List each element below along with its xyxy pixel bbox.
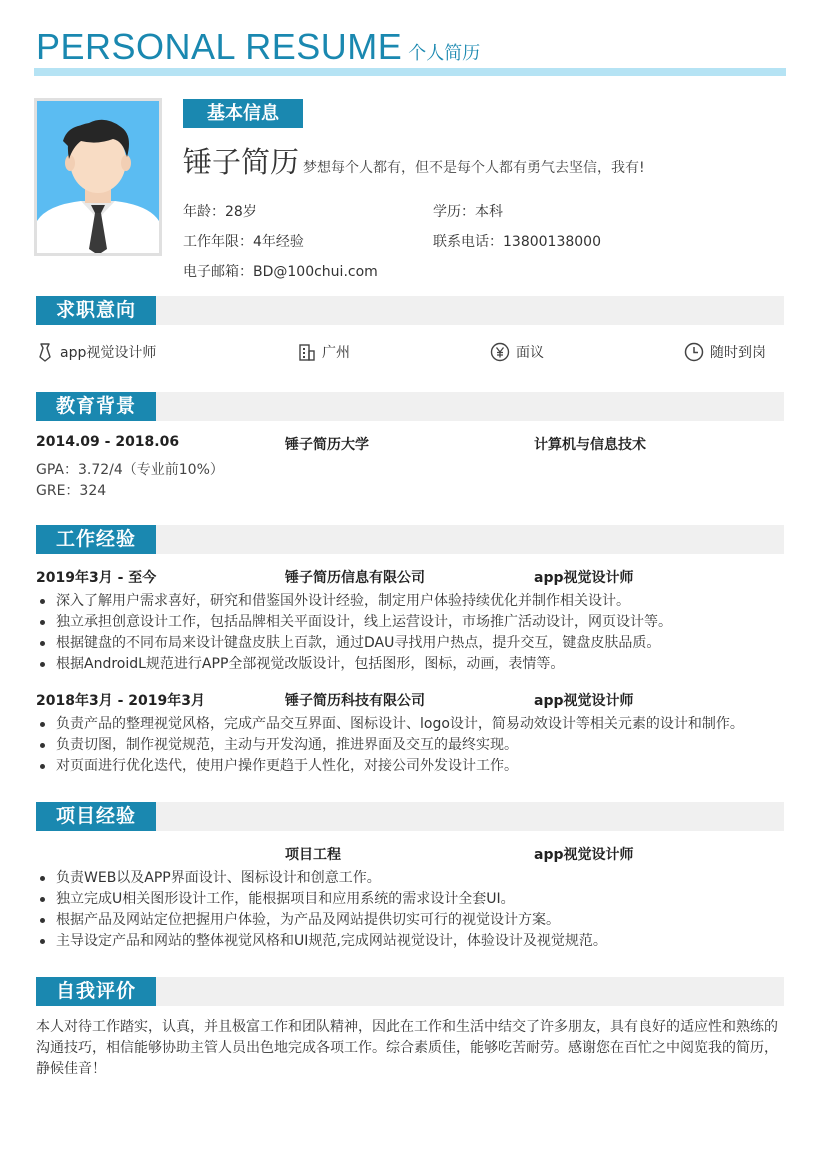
education-gre: GRE：324 (36, 483, 107, 499)
education-school: 锤子简历大学 (285, 437, 369, 453)
intent-availability (684, 340, 766, 364)
section-title-basic: 基本信息 (183, 99, 303, 128)
intent-position (36, 340, 156, 364)
job-company: 锤子简历科技有限公司 (285, 693, 425, 709)
tie-icon (36, 342, 54, 362)
info-phone: 联系电话：13800138000 (433, 234, 601, 250)
building-icon (298, 342, 316, 362)
header-bar (34, 68, 786, 76)
list-item: 负责WEB以及APP界面设计、图标设计和创意工作。 (36, 868, 786, 889)
education-major: 计算机与信息技术 (534, 437, 646, 453)
list-item: 主导设定产品和网站的整体视觉风格和UI规范,完成网站视觉设计，体验设计及视觉规范。 (36, 931, 786, 952)
info-education: 学历：本科 (433, 204, 503, 220)
list-item: 根据AndroidL规范进行APP全部视觉改版设计，包括图形，图标，动画，表情等。 (36, 654, 786, 675)
section-band-self (36, 977, 784, 1006)
job-period: 2018年3月 - 2019年3月 (36, 693, 205, 709)
section-title-work: 工作经验 (36, 525, 156, 554)
section-band-education (36, 392, 784, 421)
section-title-self: 自我评价 (36, 977, 156, 1006)
section-title-project: 项目经验 (36, 802, 156, 831)
yen-icon (490, 342, 510, 362)
job-role: app视觉设计师 (534, 693, 634, 709)
section-band-work (36, 525, 784, 554)
info-email: 电子邮箱：BD@100chui.com (183, 264, 378, 280)
intent-salary-label: 面议 (516, 345, 544, 361)
candidate-name: 锤子简历 (183, 145, 300, 179)
intent-availability-label: 随时到岗 (710, 345, 766, 361)
avatar (34, 98, 162, 256)
section-title-intent: 求职意向 (36, 296, 156, 325)
title-cn: 个人简历 (408, 43, 481, 64)
list-item: 对页面进行优化迭代，使用户操作更趋于人性化，对接公司外发设计工作。 (36, 756, 786, 777)
project-role: app视觉设计师 (534, 847, 634, 863)
name-row (183, 140, 783, 181)
motto: 梦想每个人都有，但不是每个人都有勇气去坚信，我有! (303, 160, 645, 176)
education-gpa: GPA：3.72/4（专业前10%） (36, 462, 224, 478)
job-company: 锤子简历信息有限公司 (285, 570, 425, 586)
intent-city (298, 340, 350, 364)
list-item: 负责切图，制作视觉规范，主动与开发沟通，推进界面及交互的最终实现。 (36, 735, 786, 756)
list-item: 根据产品及网站定位把握用户体验，为产品及网站提供切实可行的视觉设计方案。 (36, 910, 786, 931)
self-evaluation-text: 本人对待工作踏实，认真，并且极富工作和团队精神，因此在工作和生活中结交了许多朋友，具有良好的适应性和熟练的沟通技巧，相信能够协助主管人员出色地完成各项工作。综合素质佳，能够吃苦耐劳。感谢您在百忙之中阅览我的简历，静候佳音！ (36, 1019, 778, 1077)
job-duties (36, 714, 786, 777)
education-period: 2014.09 - 2018.06 (36, 434, 180, 450)
job-role: app视觉设计师 (534, 570, 634, 586)
section-band-intent (36, 296, 784, 325)
list-item: 独立承担创意设计工作，包括品牌相关平面设计，线上运营设计，市场推广活动设计，网页设计等。 (36, 612, 786, 633)
section-title-education: 教育背景 (36, 392, 156, 421)
job-period: 2019年3月 - 至今 (36, 570, 157, 586)
job-duties (36, 591, 786, 675)
project-duties (36, 868, 786, 952)
section-band-project (36, 802, 784, 831)
avatar-illustration (37, 101, 159, 253)
info-years: 工作年限：4年经验 (183, 234, 304, 250)
project-name: 项目工程 (285, 847, 341, 863)
clock-icon (684, 342, 704, 362)
intent-city-label: 广州 (322, 345, 350, 361)
list-item: 根据键盘的不同布局来设计键盘皮肤上百款，通过DAU寻找用户热点，提升交互，键盘皮肤品质。 (36, 633, 786, 654)
title-en: PERSONAL RESUME (36, 26, 403, 67)
list-item: 独立完成U相关图形设计工作，能根据项目和应用系统的需求设计全套UI。 (36, 889, 786, 910)
list-item: 深入了解用户需求喜好，研究和借鉴国外设计经验，制定用户体验持续优化并制作相关设计。 (36, 591, 786, 612)
intent-position-label: app视觉设计师 (60, 345, 157, 361)
resume-header (36, 26, 786, 68)
intent-salary (490, 340, 544, 364)
list-item: 负责产品的整理视觉风格，完成产品交互界面、图标设计、logo设计，简易动效设计等相关元素的设计和制作。 (36, 714, 786, 735)
info-age: 年龄：28岁 (183, 204, 257, 220)
